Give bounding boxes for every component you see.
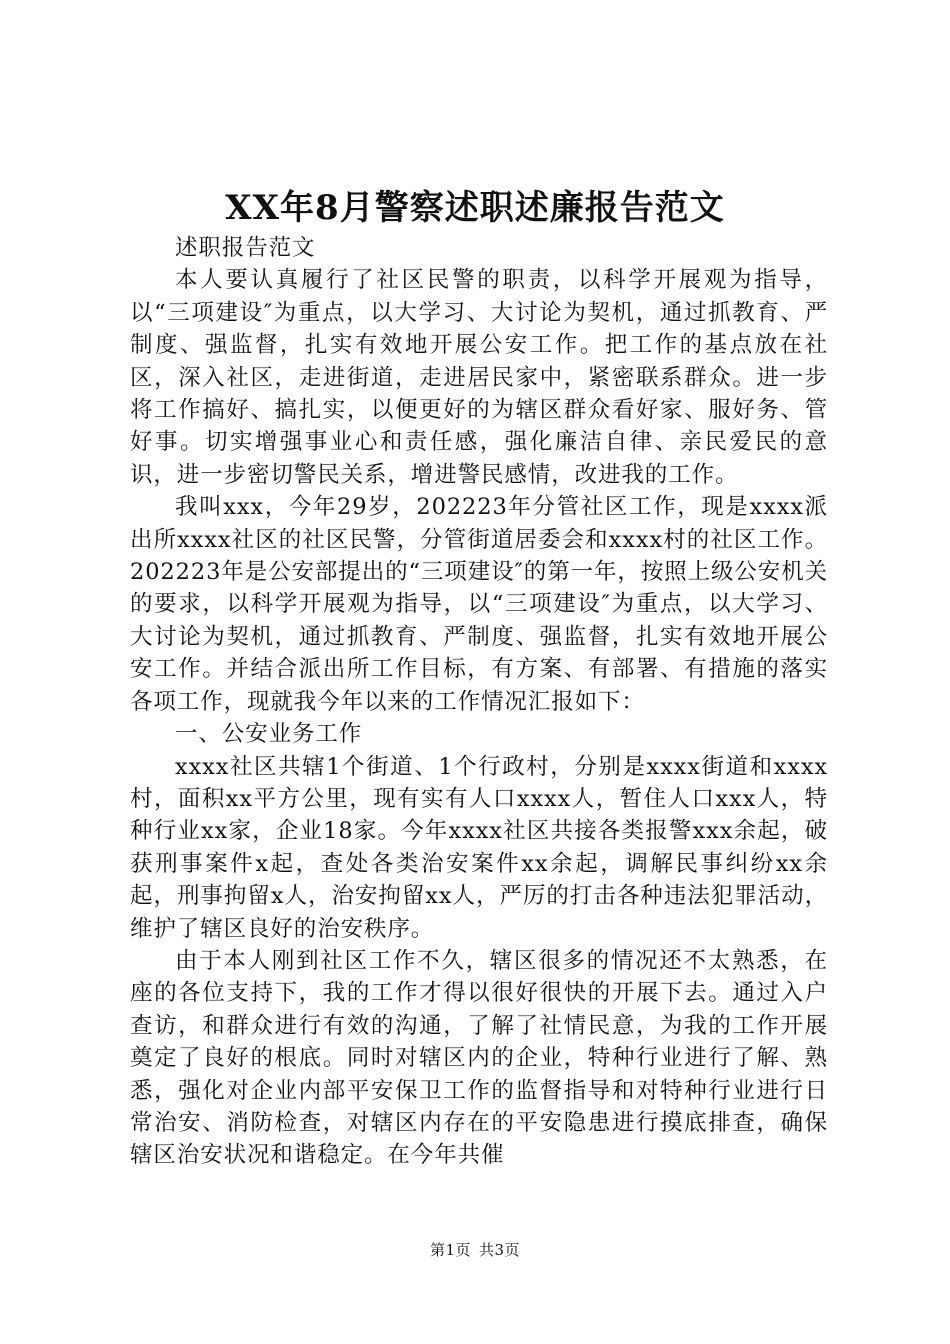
page-total: 共3页	[479, 1241, 521, 1259]
document-title: XX年8月警察述职述廉报告范文	[225, 188, 725, 228]
page-number: 第1页	[429, 1241, 471, 1259]
page-footer	[0, 1240, 950, 1260]
paragraph-subtitle: 述职报告范文	[175, 235, 316, 261]
paragraph-introduction: 本人要认真履行了社区民警的职责，以科学开展观为指导，以“三项建设″为重点，以大学习、大讨论为契机，通过抓教育、严制度、强监督，扎实有效地开展公安工作。把工作的基点放在社区，深入社区，走进街道，走进居民家中，紧密联系群众。进一步将工作搞好、搞扎实，以便更好的为辖区群众看好家、服好务、管好事。切实增强事业心和责任感，强化廉洁自律、亲民爱民的意识，进一步密切警民关系，增进警民感情，改进我的工作。	[130, 267, 828, 488]
paragraph-self-introduction: 我叫xxx，今年29岁，202223年分管社区工作，现是xxxx派出所xxxx社区的社区民警，分管街道居委会和xxxx村的社区工作。202223年是公安部提出的“三项建设″的第一年，按照上级公安机关的要求，以科学开展观为指导，以“三项建设″为重点，以大学习、大讨论为契机，通过抓教育、严制度、强监督，扎实有效地开展公安工作。并结合派出所工作目标，有方案、有部署、有措施的落实各项工作，现就我今年以来的工作情况汇报如下：	[130, 494, 828, 715]
section-heading: 一、公安业务工作	[175, 721, 363, 748]
paragraph-community-overview: xxxx社区共辖1个街道、1个行政村，分别是xxxx街道和xxxx村，面积xx平方公里，现有实有人口xxxx人，暂住人口xxx人，特种行业xx家，企业18家。今年xxxx社区共接各类报警xxx余起，破获刑事案件x起，查处各类治安案件xx余起，调解民事纠纷xx余起，刑事拘留x人，治安拘留xx人，严厉的打击各种违法犯罪活动，维护了辖区良好的治安秩序。	[130, 753, 828, 942]
document-body	[130, 232, 828, 1172]
paragraph-work-progress: 由于本人刚到社区工作不久，辖区很多的情况还不太熟悉，在座的各位支持下，我的工作才得以很好很快的开展下去。通过入户查访，和群众进行有效的沟通，了解了社情民意，为我的工作开展奠定了良好的根底。同时对辖区内的企业，特种行业进行了解、熟悉，强化对企业内部平安保卫工作的监督指导和对特种行业进行日常治安、消防检查，对辖区内存在的平安隐患进行摸底排查，确保辖区治安状况和谐稳定。在今年共催	[130, 947, 828, 1169]
